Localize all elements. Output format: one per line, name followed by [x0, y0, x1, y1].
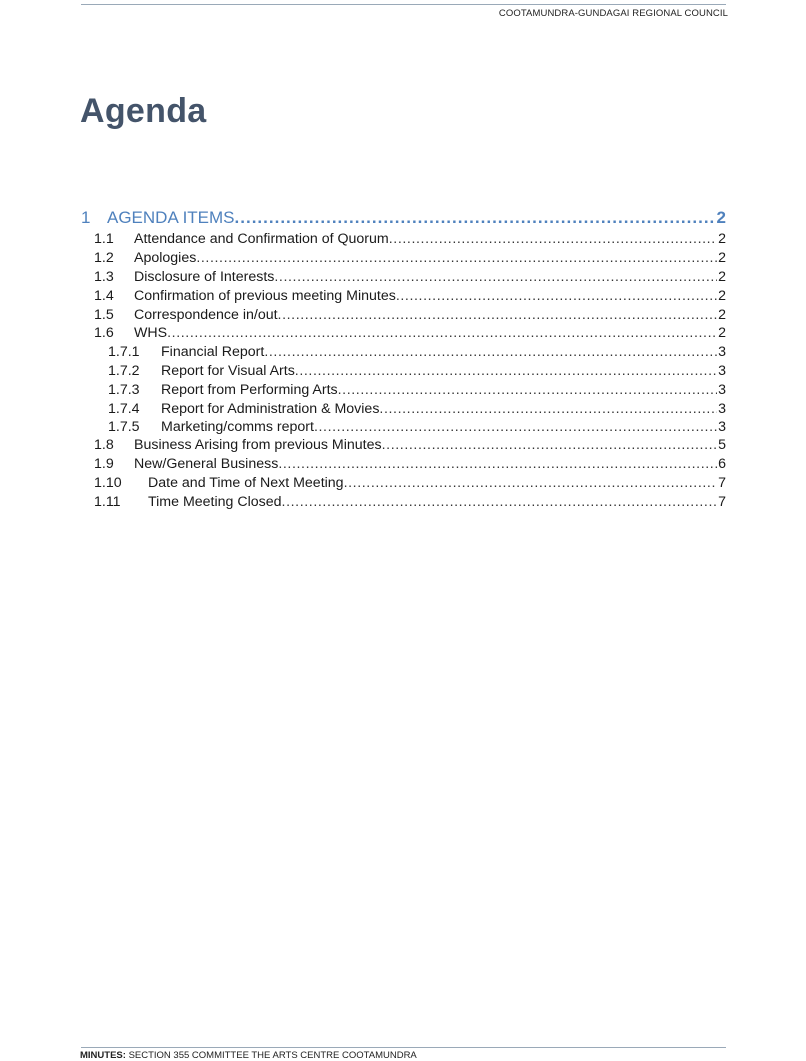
toc-entry-1-10[interactable]	[94, 474, 726, 493]
toc-leader	[344, 474, 718, 493]
toc-entry-1-4[interactable]	[94, 287, 726, 306]
toc-leader	[278, 306, 718, 325]
toc-entry-1-2[interactable]	[94, 249, 726, 268]
toc-entry-1-7-1[interactable]	[108, 343, 726, 362]
toc-leader	[278, 455, 717, 474]
toc-entry-1-7-4[interactable]	[108, 400, 726, 419]
toc-entry-label: Time Meeting Closed	[148, 494, 282, 510]
toc-entry-1-7-5[interactable]	[108, 418, 726, 437]
toc-entry-page: 2	[718, 231, 726, 247]
toc-leader	[196, 249, 717, 268]
toc-leader	[167, 324, 717, 343]
toc-leader	[282, 493, 718, 512]
toc-entry-label: AGENDA ITEMS	[107, 208, 235, 227]
toc-entry-1-6[interactable]	[94, 324, 726, 343]
toc-entry-number: 1.7.5	[108, 419, 140, 435]
toc-entry-page: 2	[718, 288, 726, 304]
toc-entry-label: Apologies	[134, 250, 197, 266]
toc-entry-number: 1.6	[94, 325, 114, 341]
toc-leader	[379, 400, 717, 419]
footer-prefix: MINUTES:	[80, 1050, 126, 1061]
toc-entry-page: 7	[718, 494, 726, 510]
toc-entry-number: 1.1	[94, 231, 114, 247]
header-council-name: COOTAMUNDRA-GUNDAGAI REGIONAL COUNCIL	[498, 8, 728, 19]
toc-leader	[382, 436, 718, 455]
toc-entry-page: 6	[718, 456, 726, 472]
toc-entry-page: 7	[718, 475, 726, 491]
toc-leader	[314, 418, 717, 437]
toc-leader	[295, 362, 717, 381]
toc-entry-page: 3	[718, 401, 726, 417]
toc-entry-number: 1	[81, 208, 91, 227]
toc-leader	[389, 230, 717, 249]
toc-entry-1-9[interactable]	[94, 455, 726, 474]
toc-entry-label: Report for Visual Arts	[161, 363, 295, 379]
toc-entry-1-7-2[interactable]	[108, 362, 726, 381]
toc-entry-1-8[interactable]	[94, 436, 726, 455]
footer-rule	[81, 1047, 726, 1048]
toc-entry-1-3[interactable]	[94, 268, 726, 287]
toc-entry-label: Attendance and Confirmation of Quorum	[134, 231, 389, 247]
toc-entry-label: Correspondence in/out	[134, 307, 278, 323]
toc-entry-agenda-items[interactable]	[81, 206, 726, 230]
toc-entry-number: 1.8	[94, 437, 114, 453]
toc-entry-number: 1.7.1	[108, 344, 140, 360]
toc-entry-1-11[interactable]	[94, 493, 726, 512]
toc-entry-label: Date and Time of Next Meeting	[148, 475, 344, 491]
toc-entry-page: 3	[718, 382, 726, 398]
toc-entry-number: 1.7.2	[108, 363, 140, 379]
toc-entry-number: 1.2	[94, 250, 114, 266]
toc-leader	[235, 206, 716, 230]
toc-entry-page: 3	[718, 419, 726, 435]
toc-entry-1-1[interactable]	[94, 230, 726, 249]
toc-entry-page: 2	[718, 250, 726, 266]
toc-entry-number: 1.7.4	[108, 401, 140, 417]
toc-leader	[396, 287, 717, 306]
toc-entry-label: Report for Administration & Movies	[161, 401, 380, 417]
toc-leader	[274, 268, 717, 287]
toc-entry-label: Financial Report	[161, 344, 265, 360]
toc-entry-label: Disclosure of Interests	[134, 269, 275, 285]
toc-entry-label: Confirmation of previous meeting Minutes	[134, 288, 396, 304]
toc-entry-number: 1.11	[94, 494, 121, 510]
toc-leader	[338, 381, 718, 400]
toc-entry-number: 1.10	[94, 475, 122, 491]
toc-entry-label: Business Arising from previous Minutes	[134, 437, 382, 453]
toc-entry-number: 1.9	[94, 456, 114, 472]
page-title: Agenda	[80, 92, 207, 130]
footer-committee-name: SECTION 355 COMMITTEE THE ARTS CENTRE COOTAMUNDRA	[128, 1050, 417, 1061]
toc-entry-number: 1.4	[94, 288, 114, 304]
toc-entry-1-7-3[interactable]	[108, 381, 726, 400]
toc-entry-page: 2	[718, 325, 726, 341]
toc-entry-page: 2	[718, 307, 726, 323]
toc-leader	[264, 343, 717, 362]
toc-entry-number: 1.5	[94, 307, 114, 323]
toc-entry-page: 2	[716, 208, 726, 227]
toc-entry-label: New/General Business	[134, 456, 279, 472]
toc-entry-page: 2	[718, 269, 726, 285]
header-rule	[81, 4, 726, 5]
toc-entry-1-5[interactable]	[94, 306, 726, 325]
toc-entry-page: 3	[718, 363, 726, 379]
toc-entry-label: WHS	[134, 325, 168, 341]
footer	[80, 1050, 417, 1061]
toc-entry-number: 1.7.3	[108, 382, 140, 398]
toc-entry-number: 1.3	[94, 269, 114, 285]
toc-entry-page: 5	[718, 437, 726, 453]
toc-entry-label: Report from Performing Arts	[161, 382, 338, 398]
toc-entry-page: 3	[718, 344, 726, 360]
toc-entry-label: Marketing/comms report	[161, 419, 314, 435]
